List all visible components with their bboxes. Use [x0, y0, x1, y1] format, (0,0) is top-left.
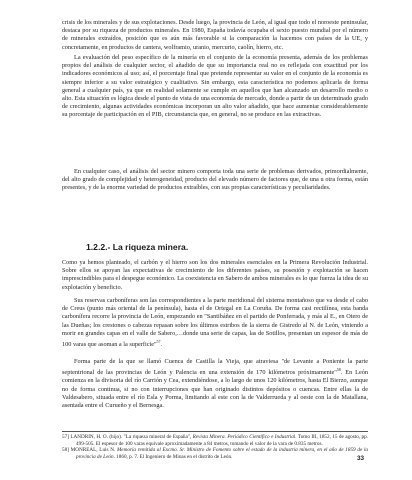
- footnote-text: LANDRIN, H. O. (hijo). "La riqueza mineral de España",: [68, 434, 193, 440]
- paragraph-3: En cualquier caso, el análisis del sector minero comporta toda una serie de problemas derivados, primordialmente, del alto grado de complejidad y heterogeneidad, producto del elevado número de factores que, de una u otra forma, están presentes, y de la enorme variedad de productos extraíbles, con sus propias características y peculiaridades.: [62, 168, 368, 192]
- footnote-58: [62, 447, 368, 460]
- paragraph-1: crisis de los minerales y de sus explotaciones. Desde luego, la provincia de León, al igual que todo el noroeste peninsular, destaca por su riqueza de productos minerales. En 1980, España todavía ocupaba el sexto puesto mundial por el número de minerales extraídos, posición que es aún más favorable si la comparación la hacemos con países de la UE, y concretamente, en productos de cantera, wolframio, uranio, mercurio, caolín, hierro, etc.: [62, 19, 368, 51]
- paragraph-6-text: Forma parte de la que se llamó Cuenca de Castilla la Vieja, que atraviesa "de Levante a Poniente la parte septentrional de las provincias de León y Palencia en una extensión de 170 kilómetros próximamente": [62, 358, 368, 377]
- footnote-text: MONREAL, Luis N.: [68, 447, 117, 454]
- footnote-italic-title: Revista Minera. Periódico Científico e Industrial: [192, 434, 296, 440]
- footnote-divider: [62, 431, 368, 432]
- paragraph-6-rest: . En León comienza en la divisoria del río Carrión y Cea, extendiéndose, a lo largo de unos 120 kilómetros, hasta El Bierzo, aunque no de forma continua, si no con interrupciones que han originado distintos depósitos o cuencas. Entre ellas la de Valdesabero, situada entre el río Esla y Porma, limitando al este con la de Valderrueda y al oeste con la de Matallana, asentada entre el Curueño y el Bernesga.: [62, 369, 368, 410]
- footnotes: [62, 434, 368, 461]
- footnote-italic-title: Memoria remitida al Excmo. Sr. Ministro de Fomento sobre el estado de la industria minera, en el año de 1859 de la provincia de León: [76, 447, 368, 461]
- footnote-label: 58]: [62, 447, 69, 454]
- paragraph-2: La evaluación del peso específico de la minería en el conjunto de la economía presenta, además de los problemas propios del análisis de cualquier sector, el añadido de que su importancia real no es reflejada con exactitud por los indicadores económicos al uso; así, el porcentaje final que pretende representar su valor en el conjunto de la economía es siempre inferior a su valor estratégico y cualitativo. Sin embargo, esta característica no podemos aplicarla de forma general a cualquier país, ya que en realidad solamente se cumple en aquellos que han alcanzado un desarrollo medio o alto. Esta situación es lógica desde el punto de vista de una economía de mercado, donde a partir de un determinado grado de crecimiento, algunas actividades económicas incorporan un alto valor añadido, que hace aumentar considerablemente su porcentaje de participación en el PIB, circunstancia que, en general, no se produce en las extractivas.: [62, 54, 368, 119]
- footnote-text: . Tomo III, 1852, 15 de agosto, pp. 499-505. El espesor de 100 varas equivale aproximadamente a 84 metros, tomando el valor de la vara de 0.835 metros.: [76, 434, 368, 447]
- paragraph-5-text: Sus reservas carboníferas son las correspondientes a la parte meridional del sistema montañoso que va desde el cabo de Creus (punto más oriental de la península), hasta el de Ortegal en La Coruña. De forma casi rectilínea, esta banda carbonífera recorre la provincia de León, empezando en "Santibáñez en el partido de Ponferrada, y más al E., en Otero de las Dueñas; los crestones o cabezas repasan sobre los últimos estribos de la sierra de Gistredo al N. de León, viniendo a morir en grandes capas en el valle de Sabero,…donde una serie de capas, las de Sotillos, presentan un espesor de más de 100 varas que asoman a la superficie": [62, 297, 368, 349]
- footnote-text: . 1860, p. 7. El Ingeniero de Minas en el distrito de León.: [113, 454, 233, 461]
- paragraph-5: [62, 297, 368, 349]
- footnote-ref-57: 57: [156, 339, 161, 345]
- section-heading: 1.2.2.- La riqueza minera.: [86, 242, 189, 252]
- paragraph-5-end: .: [160, 341, 163, 349]
- footnote-ref-58: 58: [336, 367, 341, 373]
- footnote-57: [62, 434, 368, 447]
- paragraph-6: [62, 358, 368, 410]
- paragraph-4: Como ya hemos planteado, el carbón y el hierro son los dos minerales esenciales en la Primera Revolución Industrial. Sobre ellos se apoyan las expectativas de crecimiento de los diferentes países, su posesión y explotación se hacen imprescindibles para el despegue económico. La coexistencia en Sabero de ambos minerales es lo que fuerza la idea de su explotación y beneficio.: [62, 259, 368, 291]
- footnote-label: 57]: [62, 434, 69, 440]
- page-number: 33: [357, 455, 365, 462]
